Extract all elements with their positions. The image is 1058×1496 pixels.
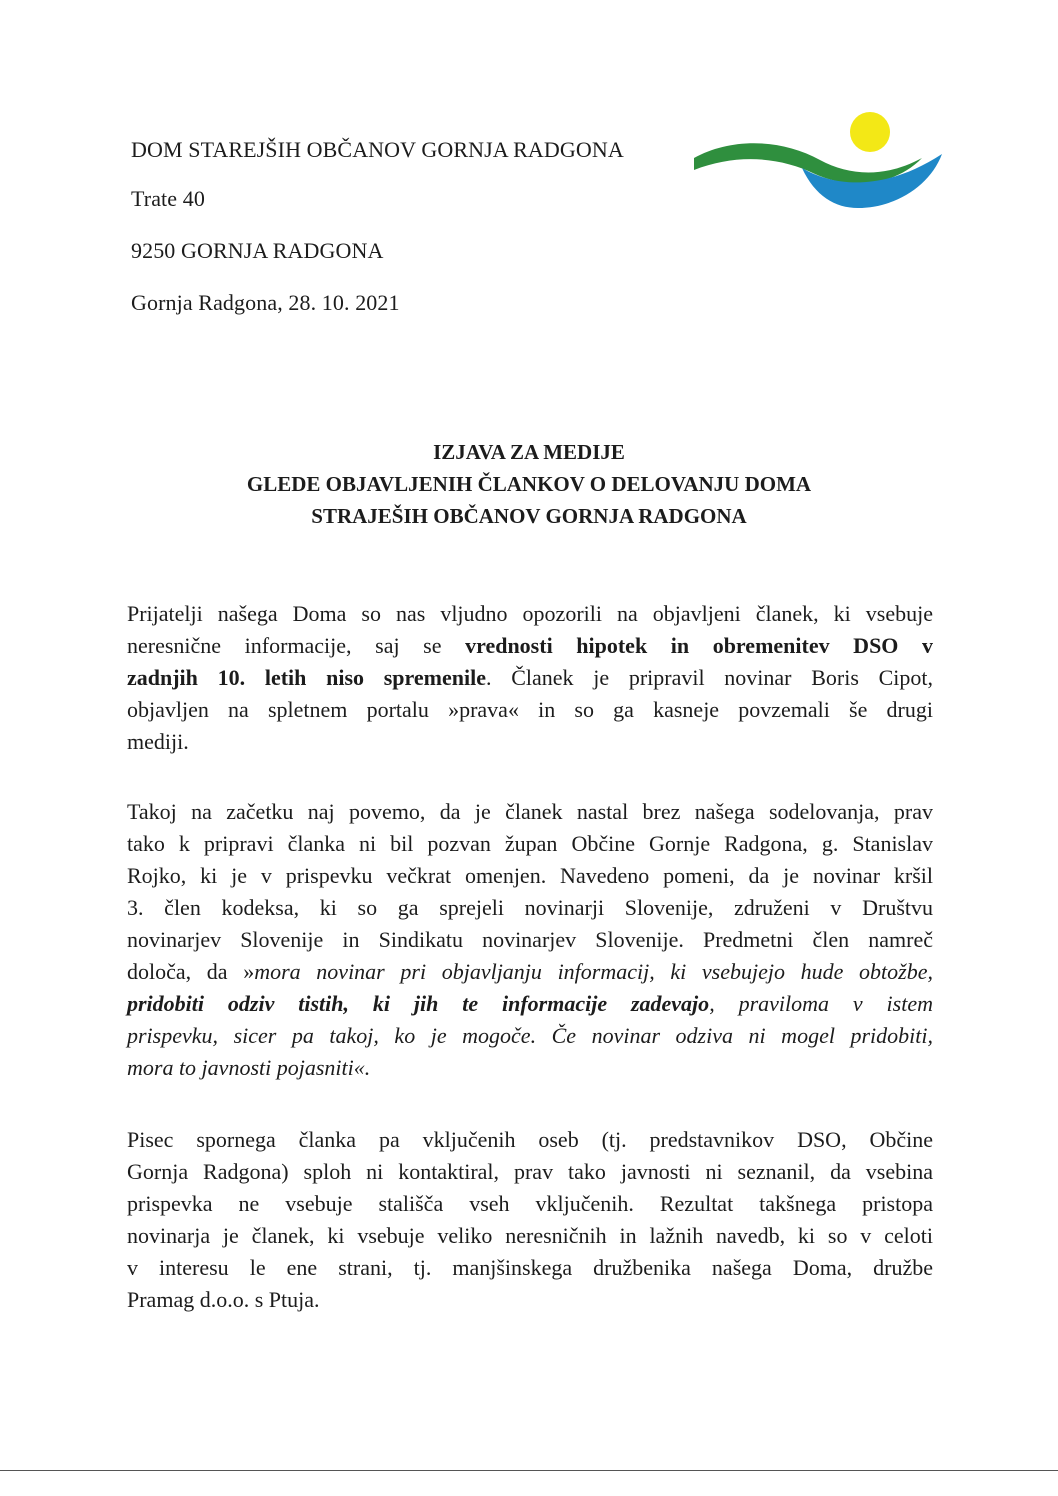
p2-line-1: Takoj na začetku naj povemo, da je članek nastal brez našega sodelovanja, prav [127,799,933,824]
p2-line-7 [127,988,933,1020]
logo-sun [850,112,890,152]
title-line-3: STRAJEŠIH OBČANOV GORNJA RADGONA [311,504,747,528]
p2-line-3: Rojko, ki je v prispevku večkrat omenjen. Navedeno pomeni, da je novinar kršil [127,863,933,888]
postal-city: 9250 GORNJA RADGONA [131,238,384,263]
paragraph-1 [127,598,933,758]
institution-logo [690,108,950,218]
p1-line-2 [127,630,933,662]
p1-line-3 [127,662,933,694]
p1-emphasis-1: vrednosti hipotek in obremenitev DSO v [465,633,934,658]
p2-quote-emphasis: pridobiti odziv tistih, ki jih te informacije zadevajo [127,991,710,1016]
p3-line-1: Pisec spornega članka pa vključenih oseb (tj. predstavnikov DSO, Občine [127,1127,933,1152]
p3-line-3: prispevka ne vsebuje stališča vseh vključenih. Rezultat takšnega pristopa [127,1191,933,1216]
p2-line-2: tako k pripravi članka ni bil pozvan župan Občine Gornje Radgona, g. Stanislav [127,831,933,856]
footer-rule [0,1470,1058,1471]
street-address: Trate 40 [131,186,205,211]
p3-line-5: v interesu le ene strani, tj. manjšinskega družbenika našega Doma, družbe [127,1255,933,1280]
p2-quote-3: prispevku, sicer pa takoj, ko je mogoče. Če novinar odziva ni mogel pridobiti, [127,1023,933,1048]
p3-line-4: novinarja je članek, ki vsebuje veliko neresničnih in lažnih navedb, ki so v celoti [127,1223,933,1248]
p2-line-8 [127,1020,933,1052]
paragraph-3 [127,1124,933,1316]
place-date: Gornja Radgona, 28. 10. 2021 [131,290,400,315]
statement-title [0,436,1058,532]
p2-quote-2: , praviloma v istem [709,991,933,1016]
p1-line-4: objavljen na spletnem portalu »prava« in so ga kasneje povzemali še drugi [127,697,933,722]
p2-line-9 [127,1052,933,1084]
p2-line-6 [127,956,933,988]
p2-line-4: 3. člen kodeksa, ki so ga sprejeli novinarji Slovenije, združeni v Društvu [127,895,933,920]
p2-line-6-text: določa, da » [127,959,255,984]
p3-line-6: Pramag d.o.o. s Ptuja. [127,1287,320,1312]
p1-line-1: Prijatelji našega Doma so nas vljudno opozorili na objavljeni članek, ki vsebuje [127,601,933,626]
title-line-2: GLEDE OBJAVLJENIH ČLANKOV O DELOVANJU DOMA [246,472,812,496]
p2-quote-4: mora to javnosti pojasniti«. [127,1055,371,1080]
p1-emphasis-2: zadnjih 10. letih niso spremenile [127,665,486,690]
p1-line-2-text: neresnične informacije, saj se [127,633,466,658]
p2-quote-1: mora novinar pri objavljanju informacij, ki vsebujejo hude obtožbe, [254,959,933,984]
institution-name: DOM STAREJŠIH OBČANOV GORNJA RADGONA [131,137,624,162]
p2-line-5: novinarjev Slovenije in Sindikatu novinarjev Slovenije. Predmetni člen namreč [127,927,933,952]
p3-line-2: Gornja Radgona) sploh ni kontaktiral, prav tako javnosti ni seznanil, da vsebina [127,1159,933,1184]
p1-line-3-text: . Članek je pripravil novinar Boris Cipot, [485,665,933,690]
p1-line-5: mediji. [127,729,189,754]
paragraph-2 [127,796,933,1084]
title-line-1: IZJAVA ZA MEDIJE [433,440,625,464]
